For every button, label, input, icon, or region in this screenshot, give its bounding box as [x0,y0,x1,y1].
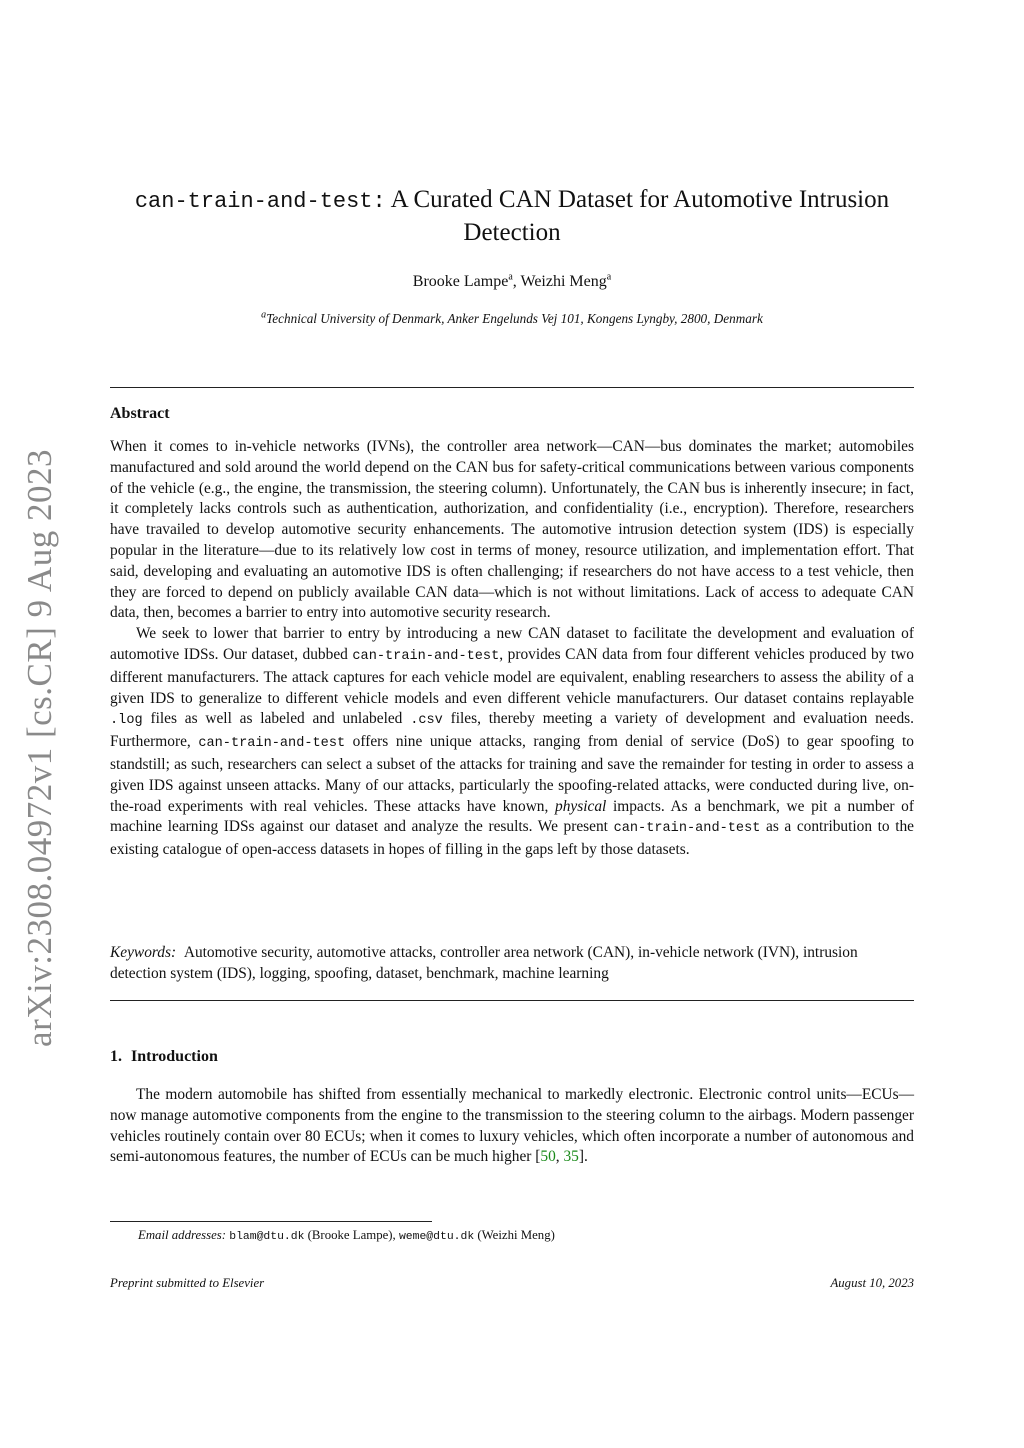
author-name: Weizhi Meng [520,273,607,290]
affiliation-mark: a [261,309,267,321]
footnote [138,1228,555,1243]
inline-code: can-train-and-test [352,648,500,664]
arxiv-sidebar [14,448,66,1047]
inline-code: .log [110,713,143,729]
intro-paragraph-1 [110,1085,914,1168]
preprint-note: Preprint submitted to Elsevier [110,1276,265,1290]
email-address[interactable]: blam@dtu.dk [229,1231,305,1243]
paper-title [110,184,914,248]
top-divider [110,387,914,388]
text-run: files, thereby meeting a variety of development and evaluation needs. Furthermore, [110,710,915,751]
title-code-name: can-train-and-test: [134,189,386,214]
author-separator: , [512,273,521,290]
citation-link[interactable]: 35 [563,1148,579,1166]
affiliation-mark: a [508,271,513,283]
text-run: (Weizhi Meng) [474,1228,555,1242]
keywords-label: Keywords: [110,944,177,961]
abstract-heading: Abstract [110,405,170,422]
intro-body [110,1085,914,1168]
bottom-divider [110,1000,914,1001]
inline-code: can-train-and-test [613,821,761,837]
title-text: A Curated CAN Dataset for Automotive Intrusion Detection [390,186,890,246]
text-run: We seek to lower that barrier to entry by introducing a new CAN dataset to facilitate the development and evaluation of automotive IDSs. Our dataset, dubbed [110,625,914,663]
citation-link[interactable]: 50 [540,1148,556,1166]
text-run: , provides CAN data from four different vehicles produced by two different manufacturers. The attack captures for each vehicle model are equivalent, enabling researchers to assess the ability of a given IDS to generalize to different vehicle models and even different vehicle manufacturers. Our dataset contains replayable [110,645,914,707]
email-address[interactable]: weme@dtu.dk [398,1231,475,1243]
affiliation [110,311,914,327]
section-title: Introduction [131,1048,218,1065]
affiliation-mark: a [606,271,612,283]
preprint-date: August 10, 2023 [830,1276,914,1290]
author-list [110,273,914,291]
text-run: (Brooke Lampe), [304,1228,399,1242]
abstract-paragraph-1: When it comes to in-vehicle networks (IVNs), the controller area network—CAN—bus dominates the market; automobiles manufactured and sold around the world depend on the CAN bus for safety-critical communications between various components of the vehicle (e.g., the engine, the transmission, the steering column). Unfortunately, the CAN bus is inherently insecure; in fact, it completely lacks controls such as authentication, authorization, and confidentiality (i.e., encryption). Therefore, researchers have travailed to develop automotive security enhancements. The automotive intrusion detection system (IDS) is especially popular in the literature—due to its relatively low cost in terms of money, resource utilization, and implementation effort. That said, developing and evaluating an automotive IDS is often challenging; if researchers do not have access to a test vehicle, then they are forced to depend on publicly available CAN data—which is not without limitations. Lack of access to adequate CAN data, then, becomes a barrier to entry into automotive security research. [110,438,914,622]
text-run: ]. [578,1148,588,1166]
text-run: The modern automobile has shifted from essentially mechanical to markedly electronic. Electronic control units—ECUs—now manage automotive components from the engine to the transmission to the steering column to the airbags. Modern passenger vehicles routinely contain over 80 ECUs; when it comes to luxury vehicles, which often incorporate a number of autonomous and semi-autonomous features, the number of ECUs can be much higher [ [110,1086,914,1166]
text-run: impacts. As a benchmark, we pit a number of machine learning IDSs against our dataset and analyze the results. We present [110,797,914,836]
abstract-body [110,437,914,861]
author-name: Brooke Lampe [412,273,509,290]
section-number: 1. [110,1048,122,1065]
text-run: as a contribution to the existing catalogue of open-access datasets in hopes of filling in the gaps left by those datasets. [110,818,914,859]
section-heading [110,1048,218,1066]
text-run: , [555,1148,564,1166]
inline-code: can-train-and-test [198,736,346,752]
emphasis: physical [555,797,607,815]
keywords [110,943,914,985]
inline-code: .csv [410,713,443,729]
arxiv-identifier: arXiv:2308.04972v1 [cs.CR] 9 Aug 2023 [20,448,59,1047]
footnote-label: Email addresses: [138,1228,227,1242]
keywords-text: Automotive security, automotive attacks, controller area network (CAN), in-vehicle network (IVN), intrusion detection system (IDS), logging, spoofing, dataset, benchmark, machine learning [110,944,858,982]
text-run: files as well as labeled and unlabeled [142,710,411,728]
text-run: offers nine unique attacks, ranging from denial of service (DoS) to gear spoofing to standstill; as such, researchers can select a subset of the attacks for training and save the remainder for testing in order to assess a given IDS against unseen attacks. Many of our attacks, particularly the spoofing-related attacks, were conducted during live, on-the-road experiments with real vehicles. These attacks have known, [110,733,914,815]
affiliation-text: Technical University of Denmark, Anker Engelunds Vej 101, Kongens Lyngby, 2800, Denmark [266,311,763,326]
abstract-paragraph-2 [110,624,914,861]
footnote-divider [110,1221,432,1222]
